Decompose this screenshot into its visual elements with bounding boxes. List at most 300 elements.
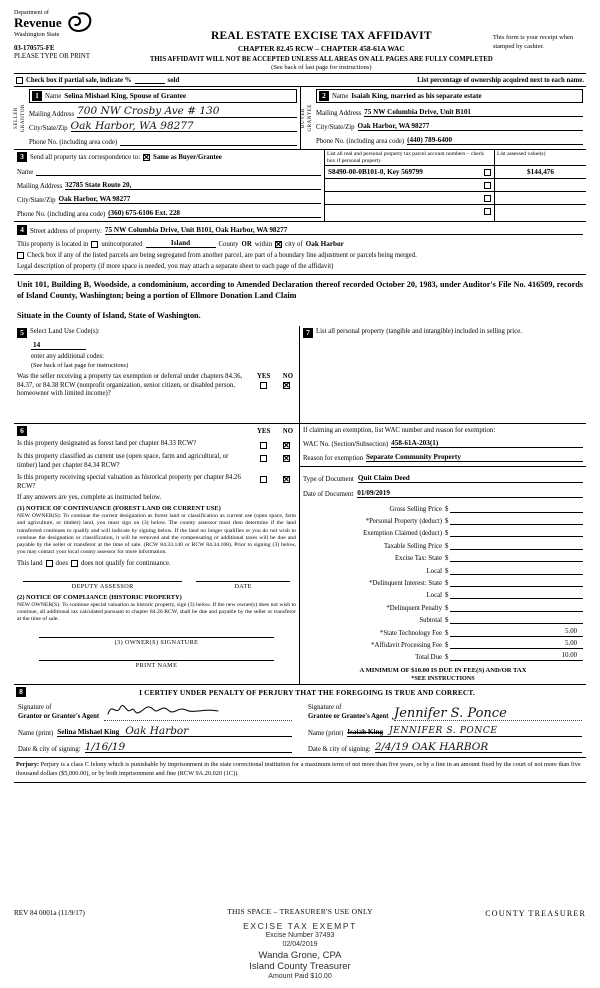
street-address-field[interactable]: [105, 225, 583, 235]
partial-sale-label: Check box if partial sale, indicate %: [26, 76, 132, 84]
personal-property-row: [303, 328, 583, 338]
seller-name-value: Selina Mishael King, Spouse of Grantee: [64, 92, 187, 100]
seller-fields: [26, 87, 300, 149]
perjury-clause: [14, 758, 586, 783]
section-6-badge: 6: [17, 426, 27, 436]
buyer-mailing-label: Mailing Address: [316, 110, 362, 117]
please-type-label: PLEASE TYPE OR PRINT: [14, 53, 90, 60]
notice-continuance-title: (1) NOTICE OF CONTINUANCE (FOREST LAND OR CURRENT USE): [17, 505, 221, 513]
section-3-left: [14, 150, 324, 221]
current-use-question: Is this property classified as current use (open space, farm and agricultural, or timber) land per chapter 84.34 RCW?: [17, 453, 229, 469]
money-label: *Delinquent Interest: State: [369, 580, 442, 588]
county-label: County: [218, 241, 239, 248]
wac-row: [303, 437, 583, 448]
header: [14, 10, 586, 71]
seller-side-word2: GRANTOR: [20, 103, 26, 133]
document-date-field[interactable]: [357, 488, 583, 498]
assessed-value: $144,476: [527, 168, 554, 176]
parties-section: [14, 86, 586, 150]
money-label: *Delinquent Penalty: [386, 604, 442, 612]
parcel-personal-checkbox[interactable]: [484, 208, 491, 215]
header-center: [150, 10, 493, 71]
section-8-badge: 8: [16, 687, 26, 697]
money-label: Local: [426, 567, 442, 575]
footer: [14, 907, 586, 984]
right-column: [300, 326, 586, 684]
tax-computation-block: [300, 466, 586, 684]
assessed-value-row: [495, 192, 586, 205]
section-7: [300, 326, 586, 424]
buyer-phone-label: Phone No. (including area code): [316, 138, 405, 145]
grantee-print-name-field[interactable]: [347, 727, 582, 737]
city-value: Oak Harbor: [305, 240, 344, 248]
yes-label: YES: [257, 427, 271, 435]
qualify-row: [17, 560, 296, 567]
grantee-print-name-row: [308, 724, 582, 737]
assessor-date-line[interactable]: DATE: [196, 581, 290, 590]
deferral-yes-checkbox[interactable]: [260, 382, 267, 389]
dollar-sign: $: [445, 505, 449, 513]
legal-description-label: Legal description of property (if more space is needed, you may attach a separate sheet to each page of the affidavit): [17, 263, 334, 270]
buyer-city-row: [316, 120, 583, 131]
dollar-sign: $: [445, 629, 449, 637]
money-field[interactable]: 5.00: [450, 639, 583, 649]
money-field[interactable]: [450, 540, 583, 550]
if-yes-note: If any answers are yes, complete as instructed below.: [17, 494, 162, 502]
minimum-due-note: A MINIMUM OF $10.00 IS DUE IN FEE(S) AND/OR TAX: [359, 667, 527, 675]
money-field[interactable]: 10.00: [450, 651, 583, 661]
buyer-side-label: [301, 87, 313, 149]
treasurer-space: [164, 907, 436, 982]
forest-yes-checkbox[interactable]: [260, 442, 267, 449]
assessed-value-row: [495, 166, 586, 179]
parcel-list-header: List all real and personal property tax parcel account numbers – check box if personal property: [325, 150, 494, 166]
ownership-note: List percentage of ownership acquired next to each name.: [417, 76, 584, 84]
money-row: [303, 649, 583, 661]
grantor-signature: [104, 700, 224, 720]
parcel-row: [325, 205, 494, 218]
partial-sale-row: [14, 73, 586, 86]
personal-property-label: List all personal property (tangible and intangible) included in selling price.: [316, 328, 522, 336]
notice-compliance-text: NEW OWNER(S): To continue special valuation as historic property, sign (3) below. If the new owner(s) does not wish to continue, all additional tax calculated pursuant to chapter 84.26 RCW, shall be due and payable by the seller or transferor at the time of sale.: [17, 602, 296, 623]
parcel-personal-checkbox[interactable]: [484, 195, 491, 202]
buyer-fields: [313, 87, 586, 149]
section-3: [14, 150, 586, 222]
assessed-value-row: [495, 179, 586, 192]
parcel-number: S8490-00-0B101-0, Key 569799: [328, 168, 423, 177]
no-label: NO: [282, 427, 293, 435]
money-label: Exemption Claimed (deduct): [363, 530, 442, 538]
form-number: 03-170575-FE: [14, 45, 55, 52]
money-row: [303, 550, 583, 562]
see-back-note: (See back of last page for instructions): [271, 64, 372, 71]
left-column: [14, 326, 300, 684]
correspondence-city-value: Oak Harbor, WA 98277: [58, 195, 131, 203]
money-field[interactable]: [450, 503, 583, 513]
money-row: [303, 587, 583, 599]
forest-no-checkbox[interactable]: [283, 442, 290, 449]
located-row: [17, 239, 583, 248]
seller-phone-label: Phone No. (including area code): [29, 139, 118, 146]
historic-yes-checkbox[interactable]: [260, 476, 267, 483]
deferral-yes-no: [254, 373, 296, 389]
grantee-print-name: Isaiah King: [347, 728, 384, 737]
grantor-agent-label: Grantor or Grantor's Agent: [18, 712, 100, 720]
seller-mailing-label: Mailing Address: [29, 110, 75, 118]
grantor-city-handwritten: Oak Harbor: [125, 724, 189, 737]
buyer-phone-row: [316, 134, 583, 145]
money-label: *Personal Property (deduct): [365, 518, 442, 526]
exemption-block: [300, 424, 586, 466]
dollar-sign: $: [445, 567, 449, 575]
notice-continuance-text: NEW OWNER(S): To continue the current designation as forest land or classification as current use (open space, farm and agriculture, or timber) land, you must sign on (3) below. The county assessor must then determine if the land transferred continues to qualify and will indicate by signing below. If the land no longer qualifies or you do not wish to continue the designation or classification, it will be removed and the compensating or additional taxes will be due and payable by the seller or transferor at the time of sale. (RCW 84.33.140 or RCW 84.34.108). Prior to signing (3) below, you may contact your local county assessor for more information.: [17, 513, 296, 555]
correspondence-phone-field[interactable]: [108, 208, 321, 218]
correspondence-row: [17, 152, 321, 162]
correspondence-phone-value: (360) 675-6106 Ext. 228: [108, 209, 181, 217]
parcel-row: [325, 166, 494, 179]
partial-sale-sold-label: sold: [167, 76, 180, 84]
grantee-agent-label: Grantee or Grantee's Agent: [308, 712, 389, 720]
parcel-row: [325, 179, 494, 192]
warning-line: THIS AFFIDAVIT WILL NOT BE ACCEPTED UNLESS ALL AREAS ON ALL PAGES ARE FULLY COMPLETED: [149, 56, 493, 63]
current-use-question-row: [17, 453, 296, 470]
money-field[interactable]: [450, 577, 583, 587]
forest-land-question-row: [17, 440, 296, 449]
section-5: [14, 326, 299, 424]
correspondence-mailing-label: Mailing Address: [17, 183, 63, 190]
yes-label: YES: [257, 373, 271, 381]
document-type-label: Type of Document: [303, 476, 354, 484]
does-label: does: [55, 560, 68, 567]
document-date-row: [303, 485, 583, 498]
buyer-mailing-field[interactable]: [364, 107, 583, 117]
historic-no-checkbox[interactable]: [283, 476, 290, 483]
section-2-badge: 2: [319, 91, 329, 101]
assessed-values-header: List assessed value(s): [495, 150, 586, 166]
grantor-print-name-row: [18, 724, 292, 737]
grantor-print-name: Selina Mishael King: [57, 728, 120, 737]
dollar-sign: $: [445, 654, 449, 662]
agency-name: Revenue: [14, 15, 62, 30]
correspondence-name-label: Name: [17, 169, 34, 176]
grantee-signature: Jennifer S. Ponce: [394, 706, 507, 722]
date-city-label: Date & city of signing:: [308, 746, 371, 754]
assessed-value-row: [495, 205, 586, 218]
dollar-sign: $: [445, 530, 449, 538]
land-use-label: Select Land Use Code(s):: [30, 328, 100, 336]
seller-city-value: Oak Harbor, WA 98277: [70, 119, 194, 132]
treasurer-space-label: THIS SPACE – TREASURER'S USE ONLY: [227, 907, 373, 917]
county-treasurer-label: COUNTY TREASURER: [485, 909, 586, 919]
buyer-city-label: City/State/Zip: [316, 124, 355, 131]
grantor-date-row: [18, 740, 292, 753]
dollar-sign: $: [445, 604, 449, 612]
correspondence-name-field[interactable]: [36, 166, 321, 176]
buyer-side-word2: GRANTEE: [307, 104, 313, 132]
certification-row: [16, 687, 584, 697]
seller-mailing-value: 700 NW Crosby Ave # 130: [77, 105, 220, 117]
name-print-label: Name (print): [18, 730, 54, 738]
seller-city-row: [29, 121, 297, 133]
seller-mailing-row: [29, 106, 297, 118]
treasurer-stamp: [164, 921, 436, 982]
street-address-label: Street address of property:: [30, 228, 102, 235]
historic-question: Is this property receiving special valuation as historical property per chapter 84.26 RCW?: [17, 474, 241, 490]
historic-question-row: [17, 474, 296, 491]
section-3-badge: 3: [17, 152, 27, 162]
document-type-row: [303, 470, 583, 483]
deferral-question-row: [17, 373, 296, 398]
seller-city-label: City/State/Zip: [29, 125, 68, 132]
unincorporated-checkbox[interactable]: [91, 241, 98, 248]
parcel-list: [324, 150, 494, 221]
money-row: [303, 637, 583, 649]
or-label: OR: [241, 241, 252, 248]
correspondence-phone-row: [17, 207, 321, 218]
legal-description: [14, 275, 586, 326]
see-instructions-note: *SEE INSTRUCTIONS: [411, 675, 475, 683]
dollar-sign: $: [445, 555, 449, 563]
grantor-date-handwritten: 1/16/19: [84, 740, 126, 753]
money-label: *Affidavit Processing Fee: [371, 642, 442, 649]
wac-value: 458-61A-203(1): [391, 439, 439, 448]
grantee-name-handwritten: JENNIFER S. PONCE: [389, 726, 498, 737]
money-row: [303, 500, 583, 512]
agency-state: Washington State: [14, 31, 60, 38]
stamp-amount-paid: Amount Paid $10.00: [268, 973, 332, 981]
grantee-signature-label: [308, 704, 394, 722]
buyer-mailing-row: [316, 106, 583, 117]
correspondence-mailing-value: 32785 State Route 20,: [65, 181, 132, 189]
seller-mailing-field[interactable]: [77, 106, 297, 118]
within-label: within: [254, 241, 273, 248]
city-of-label: city of: [285, 241, 303, 248]
seller-phone-field[interactable]: [120, 136, 297, 146]
no-label: NO: [282, 373, 293, 381]
correspondence-city-field[interactable]: [59, 194, 321, 204]
partial-sale-percent-field[interactable]: [135, 76, 165, 84]
unincorporated-label: unincorporated: [101, 241, 143, 248]
seller-section: [14, 87, 300, 149]
money-label: Subtotal: [419, 617, 442, 625]
money-row: [303, 525, 583, 537]
money-field[interactable]: [450, 614, 583, 624]
buyer-name-label: Name: [332, 92, 349, 100]
buyer-name-value: Isaiah King, married as his separate estate: [351, 92, 482, 100]
dollar-sign: $: [445, 592, 449, 600]
money-field[interactable]: [450, 602, 583, 612]
correspondence-city-row: [17, 193, 321, 204]
parcel-personal-checkbox[interactable]: [484, 182, 491, 189]
does-not-label: does not qualify for continuance.: [80, 560, 171, 567]
wac-label: WAC No. (Section/Subsection): [303, 441, 389, 449]
assessor-signature-row: [17, 581, 296, 590]
segregated-row: [17, 252, 583, 259]
grantee-signature-field[interactable]: [394, 699, 582, 721]
print-name-line[interactable]: PRINT NAME: [39, 660, 274, 669]
dollar-sign: $: [445, 518, 449, 526]
owners-signature-line[interactable]: (3) OWNER(S) SIGNATURE: [39, 637, 274, 646]
stamp-treasurer-title: Island County Treasurer: [249, 961, 351, 973]
grantee-date-field[interactable]: [375, 742, 582, 754]
receipt-note: This form is your receipt when stamped by cashier.: [492, 34, 574, 50]
dollar-sign: $: [445, 542, 449, 550]
grantor-signature-label: [18, 704, 104, 722]
rev-code: REV 84 0001a (11/9/17): [14, 909, 85, 918]
money-label: Gross Selling Price: [389, 505, 442, 513]
section-5-badge: 5: [17, 328, 27, 338]
seller-name-label: Name: [45, 92, 62, 100]
chapter-line: CHAPTER 82.45 RCW – CHAPTER 458-61A WAC: [237, 44, 405, 53]
partial-sale-left: [16, 76, 179, 84]
money-row: [303, 575, 583, 587]
legal-description-text: Unit 101, Building B, Woodside, a condominium, according to Amended Declaration thereof recorded October 20, 1983, under Auditor's File No. 416509, records of Island County, Washington; being a portion of Ellmore Donation Land Claim: [17, 280, 583, 300]
section-7-badge: 7: [303, 328, 313, 338]
money-row: [303, 537, 583, 549]
county-value: Island: [146, 239, 216, 248]
seller-name-row: [29, 89, 297, 103]
send-correspondence-label: Send all property tax correspondence to:: [30, 153, 141, 161]
located-label: This property is located in: [17, 241, 89, 248]
wac-field[interactable]: [391, 438, 583, 448]
dollar-sign: $: [445, 580, 449, 588]
exemption-intro: If claiming an exemption, list WAC number and reason for exemption:: [303, 427, 496, 435]
partial-sale-checkbox[interactable]: [16, 77, 23, 84]
revenue-swirl-icon: [65, 10, 93, 36]
form-title: REAL ESTATE EXCISE TAX AFFIDAVIT: [210, 30, 432, 42]
money-field[interactable]: [450, 515, 583, 525]
money-label: *State Technology Fee: [379, 629, 442, 637]
money-field[interactable]: 5.00: [450, 627, 583, 637]
buyer-city-value: Oak Harbor, WA 98277: [357, 122, 430, 130]
dor-logo: [14, 10, 150, 38]
money-row: [303, 612, 583, 624]
reason-field[interactable]: [366, 452, 583, 462]
deferral-question: Was the seller receiving a property tax exemption or deferral under chapters 84.36, 84.37, or 84.38 RCW (nonprofit organization, senior citizen, or disabled person, homeowner with limited income)?: [17, 373, 243, 398]
document-type-value: Quit Claim Deed: [357, 474, 410, 483]
signatures-grid: [16, 697, 584, 753]
forest-land-question: Is this property designated as forest land per chapter 84.33 RCW?: [17, 440, 197, 448]
does-checkbox[interactable]: [46, 560, 53, 567]
date-city-label: Date & city of signing:: [18, 746, 81, 754]
correspondence-mailing-field[interactable]: [65, 180, 321, 190]
current-use-no-checkbox[interactable]: [283, 455, 290, 462]
money-row: [303, 562, 583, 574]
street-address-value: 75 NW Columbia Drive, Unit B101, Oak Harbor, WA 98277: [104, 226, 288, 234]
money-label: Local: [426, 592, 442, 600]
section-6: [14, 424, 299, 684]
reason-value: Separate Community Property: [366, 453, 461, 462]
grantor-print-name-field[interactable]: [57, 726, 292, 738]
parcel-row: [325, 192, 494, 205]
deferral-no-checkbox[interactable]: [283, 382, 290, 389]
dollar-sign: $: [445, 642, 449, 649]
name-print-label: Name (print): [308, 730, 344, 738]
street-address-row: [17, 224, 583, 235]
header-left: [14, 10, 150, 71]
same-as-buyer-checkbox[interactable]: [143, 154, 150, 161]
grantee-date-row: [308, 740, 582, 753]
correspondence-phone-label: Phone No. (including area code): [17, 211, 106, 218]
correspondence-city-label: City/State/Zip: [17, 197, 56, 204]
additional-codes-label: enter any additional codes:: [31, 353, 105, 361]
grantee-signature-cell: [308, 699, 582, 721]
buyer-name-row: [316, 89, 583, 103]
money-field[interactable]: [450, 552, 583, 562]
grantee-date-handwritten: 2/4/19 OAK HARBOR: [374, 740, 489, 753]
land-use-row: [17, 328, 296, 338]
buyer-mailing-value: 75 NW Columbia Drive, Unit B101: [364, 108, 472, 116]
city-checkbox[interactable]: [275, 241, 282, 248]
signature-of-label: Signature of: [308, 703, 342, 711]
document-type-field[interactable]: [358, 473, 583, 483]
seller-phone-row: [29, 135, 297, 146]
money-label: Taxable Selling Price: [383, 542, 442, 550]
correspondence-mailing-row: [17, 179, 321, 190]
parcel-personal-checkbox[interactable]: [484, 169, 491, 176]
reason-row: [303, 451, 583, 462]
seller-side-label: [14, 87, 26, 149]
section-6-header: [17, 426, 296, 436]
deputy-assessor-line[interactable]: DEPUTY ASSESSOR: [23, 581, 182, 590]
perjury-text: Perjury is a class C felony which is punishable by imprisonment in the state correctional institution for a maximum term of not more than five years, or by a fine in an amount fixed by the court of not more than five thousand dollars ($5,000.00), or by both imprisonment and fine (RCW 9A.20.020 (1C)).: [16, 761, 581, 777]
document-date-value: 01/09/2019: [357, 489, 390, 498]
buyer-phone-value: (440) 789-6400: [407, 136, 453, 144]
situate-line: Situate in the County of Island, State of Washington.: [17, 311, 201, 321]
stamp-date: 02/04/2019: [282, 940, 318, 948]
segregated-label: Check box if any of the listed parcels are being segregated from another parcel, are part of a boundary line adjustment or parcels being merged.: [27, 252, 417, 259]
seller-city-field[interactable]: [71, 121, 297, 133]
grantor-date-field[interactable]: [85, 742, 292, 754]
money-field[interactable]: [450, 589, 583, 599]
money-label: Total Due: [415, 654, 442, 662]
buyer-phone-field[interactable]: [407, 135, 583, 145]
money-row: [303, 599, 583, 611]
does-not-checkbox[interactable]: [71, 560, 78, 567]
money-label: Excise Tax: State: [395, 555, 442, 563]
same-as-buyer-label: Same as Buyer/Grantee: [153, 153, 222, 161]
dollar-sign: $: [445, 617, 449, 625]
segregated-checkbox[interactable]: [17, 252, 24, 259]
land-use-code-field[interactable]: 14: [31, 341, 86, 350]
grantor-signature-field[interactable]: [104, 699, 292, 721]
assessed-values: [494, 150, 586, 221]
money-row: [303, 624, 583, 636]
this-land-label: This land: [17, 560, 43, 567]
document-date-label: Date of Document: [303, 491, 354, 499]
signature-of-label: Signature of: [18, 703, 52, 711]
current-use-yes-checkbox[interactable]: [260, 455, 267, 462]
section-1-badge: 1: [32, 91, 42, 101]
section-5-see-back: (See back of last page for instructions): [31, 362, 129, 370]
mid-sections: [14, 326, 586, 685]
section-4-badge: 4: [17, 225, 27, 235]
money-field[interactable]: [450, 565, 583, 575]
certification-text: I CERTIFY UNDER PENALTY OF PERJURY THAT THE FOREGOING IS TRUE AND CORRECT.: [139, 687, 475, 697]
money-field[interactable]: [450, 527, 583, 537]
reason-label: Reason for exemption: [303, 455, 364, 463]
section-4: [14, 222, 586, 275]
money-row: [303, 513, 583, 525]
buyer-side-word1: BUYER: [300, 108, 306, 128]
stamp-exempt-line: EXCISE TAX EXEMPT: [243, 921, 357, 932]
dept-of-label: Department of: [14, 10, 49, 16]
correspondence-name-row: [17, 165, 321, 176]
seller-side-word1: SELLER: [13, 107, 19, 129]
stamp-treasurer-name: Wanda Grone, CPA: [258, 949, 342, 961]
buyer-city-field[interactable]: [358, 121, 583, 131]
section-8: [14, 685, 586, 758]
